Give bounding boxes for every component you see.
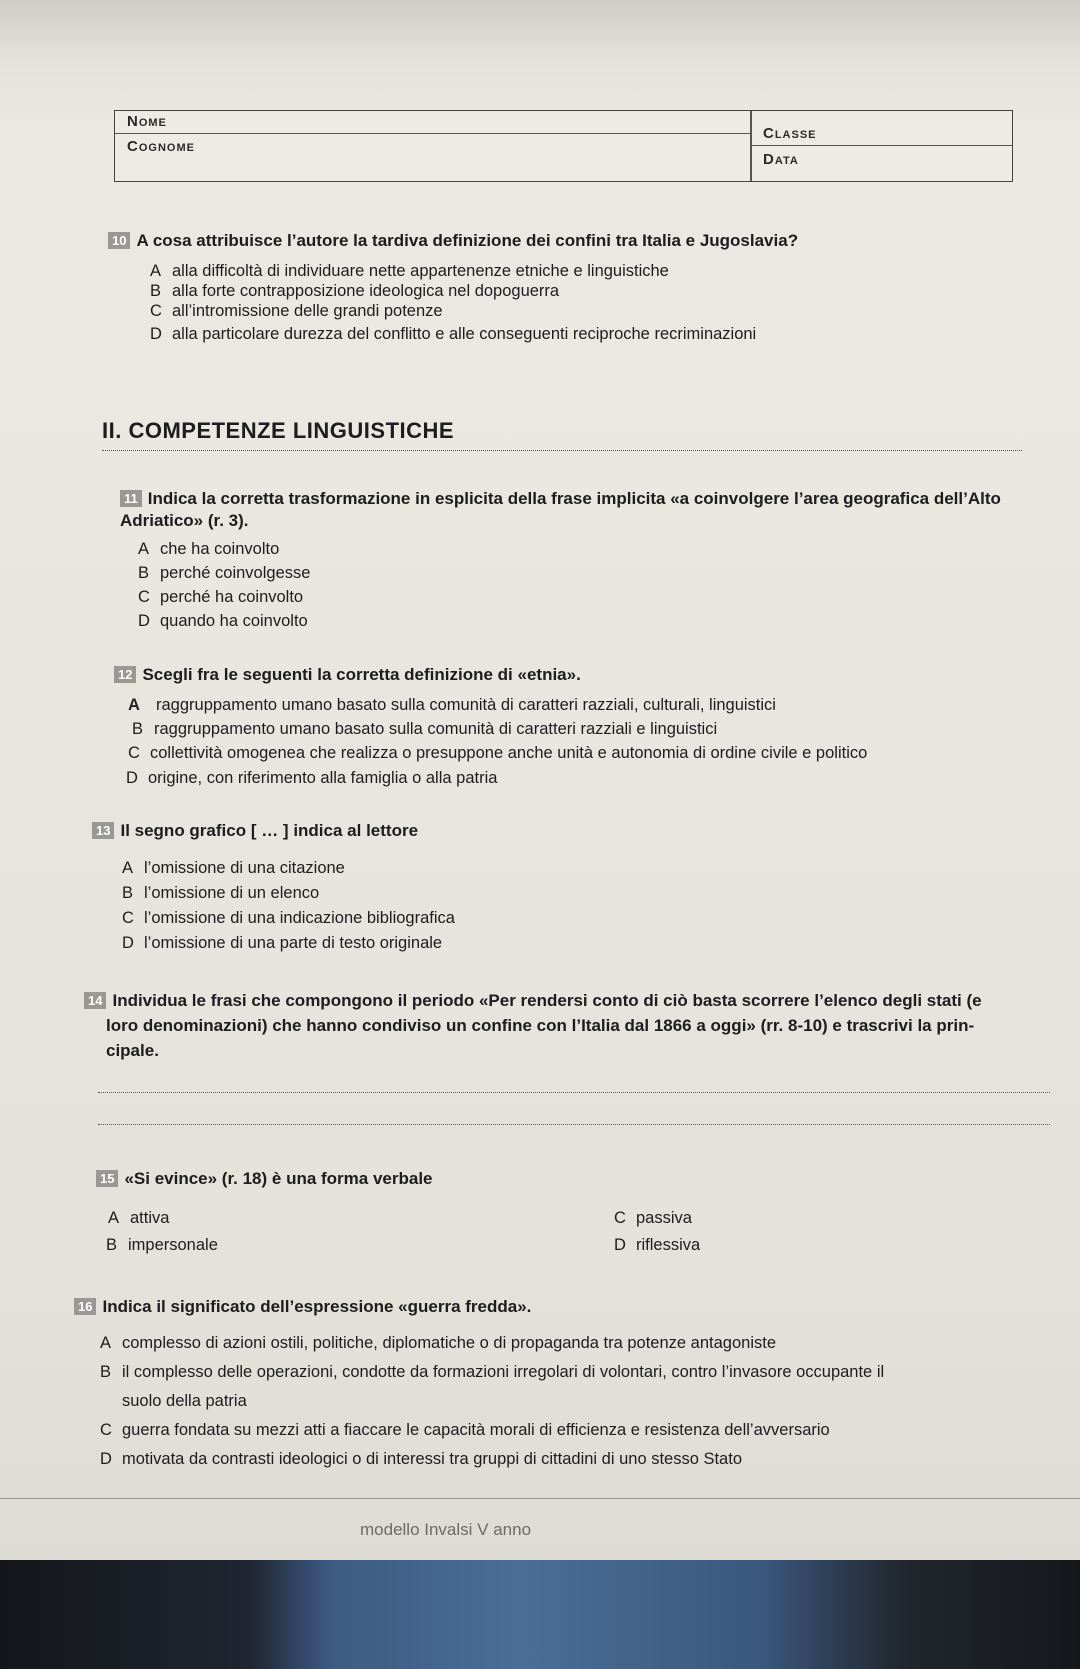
q10-option-c[interactable]: C all’intromissione delle grandi potenze — [150, 302, 443, 320]
question-text: A cosa attribuisce l’autore la tardiva definizione dei confini tra Italia e Jugoslavia? — [136, 231, 799, 250]
q15-option-c[interactable]: C passiva — [614, 1209, 692, 1227]
question-11: 11 Indica la corretta trasformazione in esplicita della frase implicita «a coinvolgere l’area geografica dell’Alto Adriatico» (r. 3). — [120, 489, 1001, 530]
question-number: 14 — [84, 992, 106, 1009]
question-number: 15 — [96, 1170, 118, 1187]
q11-option-c[interactable]: C perché ha coinvolto — [138, 588, 304, 606]
q10-option-d[interactable]: D alla particolare durezza del conflitto e alle conseguenti reciproche recriminazioni — [150, 325, 757, 343]
answer-line-2[interactable] — [98, 1124, 1050, 1125]
q11-option-d[interactable]: D quando ha coinvolto — [138, 612, 308, 630]
q16-option-b-continued: suolo della patria — [122, 1392, 247, 1410]
q16-option-a[interactable]: A complesso di azioni ostili, politiche, diplomatiche o di propaganda tra potenze antagoniste — [100, 1334, 776, 1352]
q12-option-a[interactable]: A raggruppamento umano basato sulla comunità di caratteri razziali, culturali, linguistici — [128, 696, 776, 714]
question-12: 12 Scegli fra le seguenti la corretta definizione di «etnia». — [114, 664, 581, 686]
q15-option-a[interactable]: A attiva — [108, 1209, 170, 1227]
q12-option-c[interactable]: C collettività omogenea che realizza o presuppone anche unità e autonomia di ordine civile e politico — [128, 744, 868, 762]
footer-divider — [0, 1498, 1080, 1499]
q11-option-a[interactable]: A che ha coinvolto — [138, 540, 280, 558]
question-15: 15 «Si evince» (r. 18) è una forma verbale — [96, 1168, 433, 1190]
question-number: 16 — [74, 1298, 96, 1315]
student-info-table — [114, 110, 1013, 182]
question-16: 16 Indica il significato dell’espressione «guerra fredda». — [74, 1296, 531, 1318]
cognome-label: Cognome — [127, 138, 195, 155]
answer-line-1[interactable] — [98, 1092, 1050, 1093]
data-label: Data — [763, 151, 799, 168]
question-number: 10 — [108, 232, 130, 249]
q16-option-c[interactable]: C guerra fondata su mezzi atti a fiaccare le capacità morali di efficienza e resistenza dell’avversario — [100, 1421, 830, 1439]
q13-option-c[interactable]: C l’omissione di una indicazione bibliografica — [122, 909, 455, 927]
q13-option-d[interactable]: D l’omissione di una parte di testo originale — [122, 934, 443, 952]
question-number: 11 — [120, 490, 142, 507]
section-title: II. COMPETENZE LINGUISTICHE — [102, 418, 455, 443]
q12-option-b[interactable]: B raggruppamento umano basato sulla comunità di caratteri razziali e linguistici — [132, 720, 718, 738]
q16-option-b[interactable]: B il complesso delle operazioni, condotte da formazioni irregolari di volontari, contro l’invasore occupante il — [100, 1363, 885, 1381]
background-fabric — [0, 1560, 1080, 1669]
q10-option-a[interactable]: A alla difficoltà di individuare nette appartenenze etniche e linguistiche — [150, 262, 669, 280]
question-14: 14 Individua le frasi che compongono il periodo «Per rendersi conto di ciò basta scorrere l’elenco degli stati (e loro denominazioni) che hanno condiviso un confine con l’Italia dal 1866 a oggi» (rr. 8-10) e trascrivi la prin- cipale. — [84, 988, 1054, 1063]
answer-check-mark: A — [128, 696, 140, 714]
q10-option-b[interactable]: B alla forte contrapposizione ideologica nel dopoguerra — [150, 282, 560, 300]
classe-label: Classe — [763, 125, 817, 142]
footer-text: modello Invalsi V anno — [360, 1520, 532, 1539]
question-number: 12 — [114, 666, 136, 683]
question-10 — [108, 230, 798, 252]
q15-option-d[interactable]: D riflessiva — [614, 1236, 701, 1254]
q13-option-a[interactable]: A l’omissione di una citazione — [122, 859, 345, 877]
q16-option-d[interactable]: D motivata da contrasti ideologici o di interessi tra gruppi di cittadini di uno stesso Stato — [100, 1450, 742, 1468]
nome-label: Nome — [127, 113, 167, 130]
section-divider — [102, 450, 1022, 451]
q12-option-d[interactable]: D origine, con riferimento alla famiglia o alla patria — [126, 769, 498, 787]
q11-option-b[interactable]: B perché coinvolgesse — [138, 564, 311, 582]
question-number: 13 — [92, 822, 114, 839]
question-13: 13 Il segno grafico [ … ] indica al lettore — [92, 820, 418, 842]
q13-option-b[interactable]: B l’omissione di un elenco — [122, 884, 320, 902]
q15-option-b[interactable]: B impersonale — [106, 1236, 218, 1254]
